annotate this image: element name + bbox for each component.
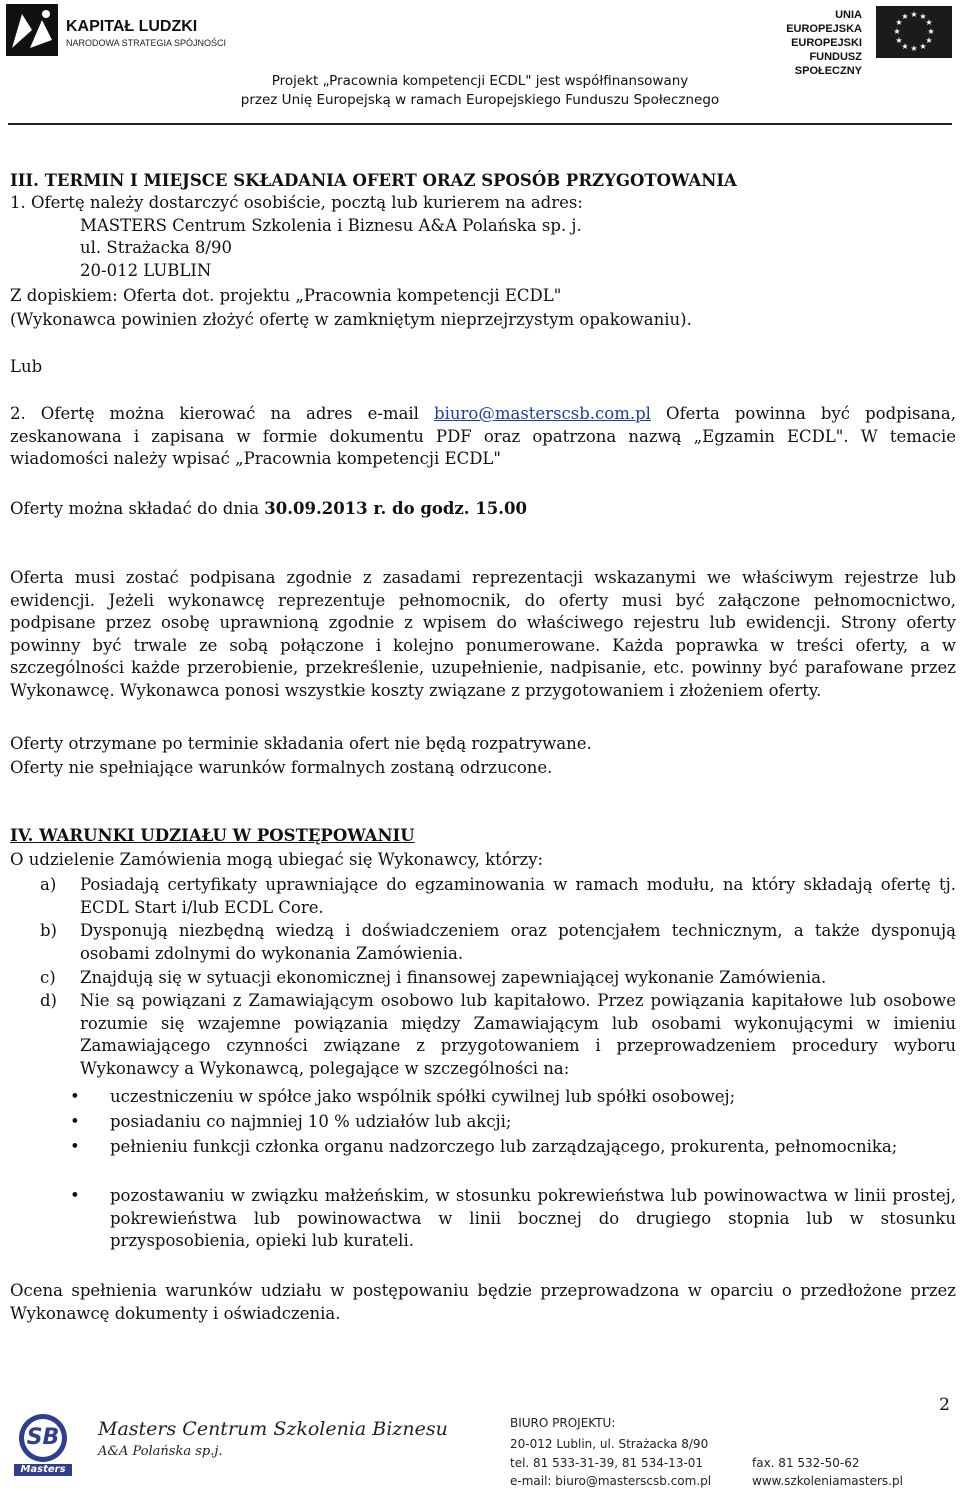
deadline-prefix: Oferty można składać do dnia — [10, 499, 260, 518]
deadline-value: 30.09.2013 r. do godz. 15.00 — [264, 499, 527, 518]
project-line-1: Projekt „Pracownia kompetencji ECDL" jest współfinansowany — [271, 73, 689, 89]
footer-fax: fax. 81 532-50-62 — [752, 1456, 860, 1470]
masters-logo — [8, 1412, 78, 1478]
condition-a-label: a) — [40, 875, 57, 894]
address-line-3: 20-012 LUBLIN — [80, 261, 212, 280]
eu-line-2: EUROPEJSKI — [791, 37, 862, 49]
footer-office-label: BIURO PROJEKTU: — [510, 1416, 616, 1430]
svg-text:★: ★ — [893, 27, 901, 36]
footer-phone: tel. 81 533-31-39, 81 534-13-01 — [510, 1456, 704, 1470]
svg-text:★: ★ — [925, 36, 933, 45]
condition-d-text: Nie są powiązani z Zamawiającym osobowo lub kapitałowo. Przez powiązania kapitałowe lub osobowe rozumie się wzajemne powiązania między Zamawiającym lub osobami wykonującymi w imieniu Zamawiającego czynności związane z przygotowaniem i przeprowadzeniem procedury wyboru Wykonawcy a Wykonawcą, polegające w szczególności na: — [80, 991, 956, 1078]
note-line-2: (Wykonawca powinien złożyć ofertę w zamkniętym nieprzejrzystym opakowaniu). — [10, 310, 692, 329]
svg-text:★: ★ — [895, 18, 903, 27]
header-divider — [8, 123, 952, 125]
condition-d-label: d) — [40, 991, 57, 1010]
eu-line-3: FUNDUSZ SPOŁECZNY — [794, 51, 862, 77]
project-banner — [0, 72, 960, 110]
svg-text:★: ★ — [910, 44, 918, 53]
svg-text:★: ★ — [895, 36, 903, 45]
bullet-text: uczestniczeniu w spółce jako wspólnik spółki cywilnej lub spółki osobowej; — [110, 1087, 736, 1106]
note-line-1: Z dopiskiem: Oferta dot. projektu „Pracownia kompetencji ECDL" — [10, 286, 562, 305]
bullet-icon: • — [70, 1186, 80, 1205]
closing-paragraph: Ocena spełnienia warunków udziału w postępowaniu będzie przeprowadzona w oparciu o przedłożone przez Wykonawcę dokumenty i oświadczenia. — [10, 1281, 956, 1323]
bullet-item — [70, 1185, 956, 1253]
svg-text:★: ★ — [925, 18, 933, 27]
bullet-item — [70, 1086, 956, 1109]
address-line-1: MASTERS Centrum Szkolenia i Biznesu A&A Polańska sp. j. — [80, 216, 582, 235]
condition-c-label: c) — [40, 968, 56, 987]
rejected-offers-paragraph: Oferty nie spełniające warunków formalnych zostaną odrzucone. — [10, 758, 553, 777]
bullet-icon: • — [70, 1112, 80, 1131]
signature-paragraph: Oferta musi zostać podpisana zgodnie z zasadami reprezentacji wskazanymi we właściwym rejestrze lub ewidencji. Jeżeli wykonawcę reprezentuje pełnomocnik, do oferty musi być załączone pełnomocnictwo, podpisane przez osobę uprawnioną zgodnie z wpisem do właściwego rejestru lub ewidencji. Strony oferty powinny być trwale ze sobą połączone i kolejno ponumerowane. Każda poprawka w treści oferty, a w szczególności każde przerobienie, przekreślenie, uzupełnienie, nadpisanie, etc. powinny być parafowane przez Wykonawcę. Wykonawca ponosi wszystkie koszty związane z przygotowaniem i złożeniem oferty. — [10, 568, 956, 700]
footer-office-address: 20-012 Lublin, ul. Strażacka 8/90 — [510, 1437, 709, 1451]
deadline-line — [10, 498, 956, 521]
footer-company-sub: A&A Polańska sp.j. — [98, 1444, 223, 1459]
kapital-ludzki-emblem-icon — [6, 4, 58, 56]
condition-a — [10, 874, 956, 919]
footer-company-name: Masters Centrum Szkolenia Biznesu — [98, 1418, 448, 1440]
address-line-2: ul. Strażacka 8/90 — [80, 238, 232, 257]
item-2-part-1: 2. Ofertę można kierować na adres e-mail — [10, 404, 419, 423]
logo-left-subtitle: NARODOWA STRATEGIA SPÓJNOŚCI — [66, 38, 227, 48]
svg-text:★: ★ — [901, 42, 909, 51]
svg-text:★: ★ — [919, 42, 927, 51]
bullet-item — [70, 1136, 956, 1159]
footer-email: e-mail: biuro@masterscsb.com.pl — [510, 1474, 712, 1488]
masters-logo-caption: Masters — [20, 1464, 66, 1475]
project-line-2: przez Unię Europejską w ramach Europejskiego Funduszu Społecznego — [240, 92, 720, 108]
kapital-ludzki-logo — [6, 4, 227, 56]
condition-c-text: Znajdują się w sytuacji ekonomicznej i finansowej zapewniającej wykonanie Zamówienia. — [80, 968, 827, 987]
condition-b — [10, 920, 956, 965]
lub-label: Lub — [10, 357, 43, 376]
section-4-heading: IV. WARUNKI UDZIAŁU W POSTĘPOWANIU — [10, 826, 415, 845]
eu-logo-text — [762, 8, 862, 78]
footer-website: www.szkoleniamasters.pl — [752, 1474, 903, 1488]
bullet-text: posiadaniu co najmniej 10 % udziałów lub akcji; — [110, 1112, 512, 1131]
eu-logo — [762, 6, 952, 77]
bullet-text: pełnieniu funkcji członka organu nadzorczego lub zarządzającego, prokurenta, pełnomocnika; — [110, 1137, 898, 1156]
eu-flag-icon — [876, 6, 952, 58]
condition-b-label: b) — [40, 921, 57, 940]
condition-b-text: Dysponują niezbędną wiedzą i doświadczeniem oraz potencjałem technicznym, a także dysponują osobami zdolnymi do wykonania Zamówienia. — [80, 921, 956, 963]
eu-line-1: UNIA EUROPEJSKA — [786, 9, 862, 35]
condition-a-text: Posiadają certyfikaty uprawniające do egzaminowania w ramach modułu, na który składają ofertę tj. ECDL Start i/lub ECDL Core. — [80, 875, 956, 917]
masters-logo-text: SB — [26, 1425, 60, 1450]
section-3-heading: III. TERMIN I MIEJSCE SKŁADANIA OFERT ORAZ SPOSÓB PRZYGOTOWANIA — [10, 171, 737, 190]
bullet-icon: • — [70, 1137, 80, 1156]
late-offers-paragraph: Oferty otrzymane po terminie składania ofert nie będą rozpatrywane. — [10, 734, 592, 753]
bullet-item — [70, 1111, 956, 1134]
svg-text:★: ★ — [927, 27, 935, 36]
bullet-icon: • — [70, 1087, 80, 1106]
section-4-intro: O udzielenie Zamówienia mogą ubiegać się Wykonawcy, którzy: — [10, 850, 544, 869]
svg-text:★: ★ — [910, 10, 918, 19]
item-2-paragraph — [10, 403, 956, 471]
condition-d — [10, 990, 956, 1080]
logo-left-title: KAPITAŁ LUDZKI — [66, 18, 198, 35]
condition-c — [10, 967, 956, 990]
svg-text:★: ★ — [919, 12, 927, 21]
bullet-text: pozostawaniu w związku małżeńskim, w stosunku pokrewieństwa lub powinowactwa w linii prostej, pokrewieństwa lub powinowactwa w linii bocznej do drugiego stopnia lub w stosunku przysposobienia, opieki lub kurateli. — [110, 1186, 956, 1250]
item-2-part-2: Oferta powinna być podpisana, zeskanowana i zapisana w formie dokumentu PDF oraz opatrzona nazwą „Egzamin ECDL". W temacie wiadomości należy wpisać „Pracownia kompetencji ECDL" — [10, 404, 957, 468]
email-link[interactable]: biuro@masterscsb.com.pl — [434, 404, 651, 423]
svg-text:★: ★ — [901, 12, 909, 21]
item-1-intro: 1. Ofertę należy dostarczyć osobiście, pocztą lub kurierem na adres: — [10, 193, 583, 212]
page-number: 2 — [939, 1395, 950, 1415]
